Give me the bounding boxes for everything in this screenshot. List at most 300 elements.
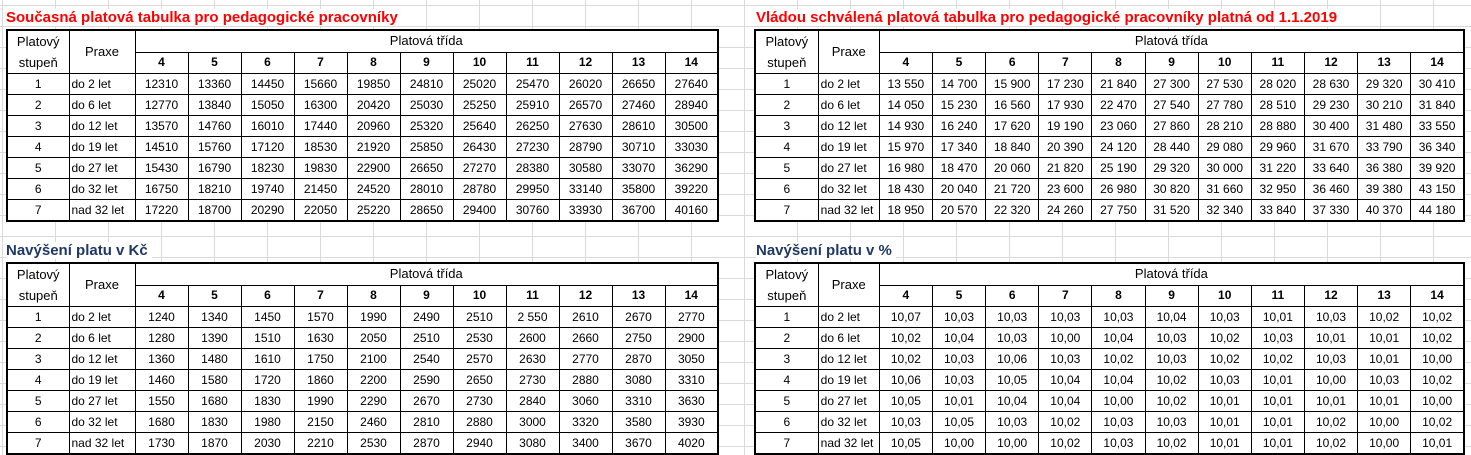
cell-value: 26570: [559, 95, 612, 116]
cell-value: 18530: [294, 137, 347, 158]
cell-value: 28 510: [1251, 95, 1304, 116]
cell-value: 10,05: [879, 433, 932, 455]
salary-table-current: [6, 29, 719, 222]
cell-value: 19740: [241, 179, 294, 200]
header-class-4: 4: [135, 285, 188, 307]
cell-stupen: 1: [7, 74, 69, 95]
cell-value: 28780: [453, 179, 506, 200]
cell-value: 10,01: [1411, 433, 1464, 455]
cell-value: 29 320: [1358, 74, 1411, 95]
cell-praxe: do 32 let: [818, 412, 879, 433]
cell-value: 10,02: [1411, 307, 1464, 328]
table-row: [7, 328, 718, 349]
cell-value: 21920: [347, 137, 400, 158]
cell-value: 2880: [453, 412, 506, 433]
cell-value: 17 620: [986, 116, 1039, 137]
cell-value: 10,01: [1251, 370, 1304, 391]
cell-value: 2600: [506, 328, 559, 349]
cell-value: 10,03: [1092, 412, 1145, 433]
table-row: [755, 307, 1464, 328]
cell-value: 2200: [347, 370, 400, 391]
cell-value: 30 210: [1358, 95, 1411, 116]
cell-value: 10,01: [1251, 391, 1304, 412]
cell-value: 37 330: [1304, 200, 1357, 222]
cell-value: 10,03: [1198, 307, 1251, 328]
cell-value: 27630: [559, 116, 612, 137]
cell-value: 1990: [294, 391, 347, 412]
cell-praxe: do 32 let: [69, 412, 135, 433]
cell-value: 2630: [506, 349, 559, 370]
cell-value: 2730: [453, 391, 506, 412]
cell-value: 13 550: [879, 74, 932, 95]
cell-value: 2530: [453, 328, 506, 349]
header-class-8: 8: [347, 285, 400, 307]
cell-value: 2940: [453, 433, 506, 455]
cell-value: 21 720: [986, 179, 1039, 200]
header-class-5: 5: [932, 52, 985, 74]
cell-value: 33 550: [1411, 116, 1464, 137]
cell-value: 15760: [188, 137, 241, 158]
cell-value: 19850: [347, 74, 400, 95]
cell-praxe: do 12 let: [69, 116, 135, 137]
cell-value: 10,01: [1358, 328, 1411, 349]
cell-value: 2660: [559, 328, 612, 349]
table-title-current: Současná platová tabulka pro pedagogické pracovníky: [6, 9, 402, 26]
header-class-12: 12: [559, 52, 612, 74]
table-row: [755, 95, 1464, 116]
cell-value: 1580: [188, 370, 241, 391]
cell-value: 10,01: [1198, 433, 1251, 455]
cell-value: 10,02: [1092, 349, 1145, 370]
cell-value: 17120: [241, 137, 294, 158]
cell-stupen: 6: [7, 179, 69, 200]
cell-value: 29950: [506, 179, 559, 200]
cell-stupen: 2: [7, 328, 69, 349]
cell-value: 36 380: [1358, 158, 1411, 179]
cell-value: 43 150: [1411, 179, 1464, 200]
cell-value: 28 880: [1251, 116, 1304, 137]
cell-value: 16 560: [986, 95, 1039, 116]
cell-value: 27 780: [1198, 95, 1251, 116]
cell-value: 1870: [188, 433, 241, 455]
cell-value: 10,05: [879, 391, 932, 412]
cell-value: 10,02: [1145, 433, 1198, 455]
cell-value: 21450: [294, 179, 347, 200]
cell-value: 27 540: [1145, 95, 1198, 116]
cell-value: 10,01: [1304, 328, 1357, 349]
cell-value: 35800: [612, 179, 665, 200]
cell-value: 10,02: [1411, 412, 1464, 433]
cell-value: 10,03: [932, 349, 985, 370]
table-row: [7, 412, 718, 433]
cell-stupen: 2: [755, 328, 818, 349]
cell-value: 10,00: [1411, 349, 1464, 370]
cell-value: 4020: [665, 433, 718, 455]
cell-value: 1720: [241, 370, 294, 391]
cell-value: 15660: [294, 74, 347, 95]
cell-praxe: nad 32 let: [818, 433, 879, 455]
header-class-7: 7: [1039, 52, 1092, 74]
header-class-6: 6: [986, 52, 1039, 74]
table-row: [7, 391, 718, 412]
cell-value: 10,03: [932, 307, 985, 328]
table-row: [755, 412, 1464, 433]
cell-value: 2900: [665, 328, 718, 349]
cell-stupen: 2: [7, 95, 69, 116]
cell-value: 19830: [294, 158, 347, 179]
table-row: [755, 200, 1464, 222]
cell-stupen: 6: [755, 412, 818, 433]
cell-value: 28380: [506, 158, 559, 179]
header-class-7: 7: [294, 285, 347, 307]
table-row: [755, 433, 1464, 455]
cell-value: 33 840: [1251, 200, 1304, 222]
cell-value: 25910: [506, 95, 559, 116]
header-platova-trida: Platová třída: [135, 263, 718, 285]
cell-value: 24810: [400, 74, 453, 95]
cell-value: 24 260: [1039, 200, 1092, 222]
table-row: [755, 370, 1464, 391]
table-row: [7, 116, 718, 137]
cell-value: 10,05: [932, 412, 985, 433]
cell-value: 2670: [400, 391, 453, 412]
cell-stupen: 5: [7, 158, 69, 179]
cell-value: 2490: [400, 307, 453, 328]
cell-value: 30 820: [1145, 179, 1198, 200]
cell-value: 2530: [347, 433, 400, 455]
cell-value: 10,02: [1039, 412, 1092, 433]
cell-value: 18700: [188, 200, 241, 222]
cell-praxe: do 27 let: [818, 158, 879, 179]
header-class-5: 5: [188, 285, 241, 307]
cell-value: 2650: [453, 370, 506, 391]
cell-value: 2460: [347, 412, 400, 433]
cell-value: 17 340: [932, 137, 985, 158]
cell-value: 14760: [188, 116, 241, 137]
cell-value: 2810: [400, 412, 453, 433]
cell-value: 27 750: [1092, 200, 1145, 222]
header-platova-trida: Platová třída: [879, 263, 1464, 285]
cell-value: 18230: [241, 158, 294, 179]
cell-value: 16 980: [879, 158, 932, 179]
cell-value: 2030: [241, 433, 294, 455]
cell-stupen: 1: [7, 307, 69, 328]
cell-value: 36 460: [1304, 179, 1357, 200]
salary-table-increase-czk: [6, 262, 719, 455]
cell-praxe: do 12 let: [69, 349, 135, 370]
cell-stupen: 1: [755, 307, 818, 328]
cell-value: 31 670: [1304, 137, 1357, 158]
cell-value: 10,04: [1092, 370, 1145, 391]
cell-value: 26650: [400, 158, 453, 179]
header-class-10: 10: [1198, 285, 1251, 307]
header-class-5: 5: [932, 285, 985, 307]
cell-praxe: do 12 let: [818, 349, 879, 370]
cell-value: 28 020: [1251, 74, 1304, 95]
cell-value: 12310: [135, 74, 188, 95]
cell-value: 1570: [294, 307, 347, 328]
cell-value: 1980: [241, 412, 294, 433]
cell-stupen: 3: [7, 116, 69, 137]
cell-value: 39220: [665, 179, 718, 200]
cell-value: 18 840: [986, 137, 1039, 158]
cell-value: 1240: [135, 307, 188, 328]
header-praxe: Praxe: [69, 263, 135, 307]
cell-value: 2210: [294, 433, 347, 455]
cell-praxe: do 2 let: [818, 307, 879, 328]
cell-value: 10,02: [1411, 328, 1464, 349]
cell-value: 20 570: [932, 200, 985, 222]
header-class-4: 4: [135, 52, 188, 74]
cell-value: 2870: [612, 349, 665, 370]
cell-value: 36 340: [1411, 137, 1464, 158]
cell-stupen: 4: [7, 370, 69, 391]
cell-value: 10,03: [1039, 307, 1092, 328]
header-class-10: 10: [453, 285, 506, 307]
cell-value: 25030: [400, 95, 453, 116]
cell-value: 20960: [347, 116, 400, 137]
header-class-14: 14: [665, 285, 718, 307]
cell-value: 29400: [453, 200, 506, 222]
table-row: [755, 137, 1464, 158]
header-class-9: 9: [400, 285, 453, 307]
cell-value: 27 300: [1145, 74, 1198, 95]
cell-value: 10,02: [1304, 433, 1357, 455]
cell-value: 30500: [665, 116, 718, 137]
cell-value: 21 820: [1039, 158, 1092, 179]
cell-stupen: 7: [7, 433, 69, 455]
cell-value: 10,04: [1145, 307, 1198, 328]
cell-value: 30760: [506, 200, 559, 222]
cell-value: 17440: [294, 116, 347, 137]
cell-value: 10,04: [1039, 370, 1092, 391]
cell-value: 2750: [612, 328, 665, 349]
cell-value: 25250: [453, 95, 506, 116]
header-class-14: 14: [665, 52, 718, 74]
header-class-4: 4: [879, 285, 932, 307]
cell-value: 30 400: [1304, 116, 1357, 137]
cell-value: 1830: [241, 391, 294, 412]
table-row: [7, 74, 718, 95]
cell-value: 10,03: [1039, 349, 1092, 370]
cell-value: 10,02: [1198, 349, 1251, 370]
cell-value: 16300: [294, 95, 347, 116]
cell-value: 40160: [665, 200, 718, 222]
cell-praxe: do 19 let: [69, 370, 135, 391]
header-class-6: 6: [986, 285, 1039, 307]
cell-value: 3310: [665, 370, 718, 391]
cell-value: 28790: [559, 137, 612, 158]
cell-praxe: do 6 let: [818, 95, 879, 116]
cell-value: 14 930: [879, 116, 932, 137]
cell-praxe: do 2 let: [69, 74, 135, 95]
cell-value: 2770: [665, 307, 718, 328]
table-row: [7, 95, 718, 116]
header-class-12: 12: [559, 285, 612, 307]
cell-stupen: 4: [7, 137, 69, 158]
cell-value: 28610: [612, 116, 665, 137]
cell-value: 28010: [400, 179, 453, 200]
header-class-14: 14: [1411, 285, 1464, 307]
cell-value: 27270: [453, 158, 506, 179]
cell-value: 22 320: [986, 200, 1039, 222]
cell-value: 27640: [665, 74, 718, 95]
header-class-13: 13: [612, 285, 665, 307]
cell-value: 33 640: [1304, 158, 1357, 179]
header-class-10: 10: [453, 52, 506, 74]
cell-value: 22 470: [1092, 95, 1145, 116]
cell-value: 1990: [347, 307, 400, 328]
cell-stupen: 6: [7, 412, 69, 433]
header-praxe: Praxe: [69, 30, 135, 74]
cell-value: 16 240: [932, 116, 985, 137]
cell-stupen: 1: [755, 74, 818, 95]
cell-value: 1450: [241, 307, 294, 328]
cell-praxe: do 6 let: [69, 328, 135, 349]
cell-value: 14 700: [932, 74, 985, 95]
cell-value: 27230: [506, 137, 559, 158]
cell-value: 10,01: [932, 391, 985, 412]
cell-value: 2 550: [506, 307, 559, 328]
cell-value: 20 390: [1039, 137, 1092, 158]
cell-value: 20290: [241, 200, 294, 222]
cell-value: 27 530: [1198, 74, 1251, 95]
cell-value: 25320: [400, 116, 453, 137]
cell-value: 29 230: [1304, 95, 1357, 116]
table-row: [755, 391, 1464, 412]
table-title-increase-pct: Navýšení platu v %: [756, 242, 896, 259]
cell-value: 18 950: [879, 200, 932, 222]
cell-value: 1360: [135, 349, 188, 370]
cell-value: 44 180: [1411, 200, 1464, 222]
header-platovy-stupen: Platový stupeň: [7, 30, 69, 74]
cell-value: 17 230: [1039, 74, 1092, 95]
cell-stupen: 5: [7, 391, 69, 412]
cell-value: 24 120: [1092, 137, 1145, 158]
cell-stupen: 4: [755, 137, 818, 158]
cell-value: 10,04: [1092, 328, 1145, 349]
cell-value: 10,02: [1411, 370, 1464, 391]
cell-value: 31 660: [1198, 179, 1251, 200]
cell-value: 10,03: [1304, 307, 1357, 328]
cell-value: 10,03: [1092, 433, 1145, 455]
cell-value: 15 970: [879, 137, 932, 158]
cell-value: 10,01: [1251, 307, 1304, 328]
cell-value: 10,01: [1251, 433, 1304, 455]
cell-stupen: 3: [7, 349, 69, 370]
cell-value: 2610: [559, 307, 612, 328]
cell-value: 14450: [241, 74, 294, 95]
header-class-9: 9: [1145, 52, 1198, 74]
cell-value: 31 840: [1411, 95, 1464, 116]
cell-value: 10,02: [1251, 349, 1304, 370]
table-row: [7, 200, 718, 222]
cell-value: 2510: [453, 307, 506, 328]
cell-value: 10,00: [1039, 328, 1092, 349]
cell-value: 14510: [135, 137, 188, 158]
cell-value: 16010: [241, 116, 294, 137]
cell-praxe: do 2 let: [69, 307, 135, 328]
cell-value: 31 220: [1251, 158, 1304, 179]
cell-praxe: do 6 let: [69, 95, 135, 116]
header-class-8: 8: [347, 52, 400, 74]
cell-value: 3060: [559, 391, 612, 412]
cell-value: 10,04: [1039, 391, 1092, 412]
cell-value: 2150: [294, 412, 347, 433]
cell-value: 10,03: [1304, 349, 1357, 370]
cell-value: 1510: [241, 328, 294, 349]
cell-value: 28650: [400, 200, 453, 222]
cell-praxe: nad 32 let: [69, 433, 135, 455]
cell-value: 10,01: [1251, 412, 1304, 433]
header-class-6: 6: [241, 285, 294, 307]
cell-value: 10,03: [1145, 412, 1198, 433]
cell-value: 10,00: [1304, 370, 1357, 391]
cell-value: 23 600: [1039, 179, 1092, 200]
cell-value: 10,03: [1145, 328, 1198, 349]
cell-praxe: do 27 let: [69, 391, 135, 412]
cell-value: 31 480: [1358, 116, 1411, 137]
cell-value: 3000: [506, 412, 559, 433]
cell-value: 10,03: [879, 412, 932, 433]
cell-value: 10,00: [932, 433, 985, 455]
cell-value: 10,01: [1198, 391, 1251, 412]
cell-praxe: nad 32 let: [818, 200, 879, 222]
header-platovy-stupen: Platový stupeň: [755, 30, 818, 74]
cell-value: 10,01: [1358, 391, 1411, 412]
cell-praxe: do 32 let: [69, 179, 135, 200]
cell-stupen: 6: [755, 179, 818, 200]
header-class-12: 12: [1304, 285, 1357, 307]
cell-value: 10,06: [879, 370, 932, 391]
cell-value: 2840: [506, 391, 559, 412]
cell-praxe: do 19 let: [818, 137, 879, 158]
cell-praxe: do 12 let: [818, 116, 879, 137]
cell-value: 1680: [135, 412, 188, 433]
cell-value: 3050: [665, 349, 718, 370]
header-class-10: 10: [1198, 52, 1251, 74]
cell-value: 29 960: [1251, 137, 1304, 158]
cell-value: 2570: [453, 349, 506, 370]
cell-value: 10,00: [986, 433, 1039, 455]
cell-value: 1480: [188, 349, 241, 370]
cell-value: 3080: [506, 433, 559, 455]
cell-stupen: 2: [755, 95, 818, 116]
table-row: [755, 179, 1464, 200]
cell-value: 10,00: [1092, 391, 1145, 412]
table-row: [7, 307, 718, 328]
cell-value: 10,03: [932, 370, 985, 391]
cell-stupen: 5: [755, 391, 818, 412]
cell-value: 20 060: [986, 158, 1039, 179]
cell-value: 10,02: [1198, 328, 1251, 349]
cell-value: 36290: [665, 158, 718, 179]
cell-value: 28 440: [1145, 137, 1198, 158]
header-platova-trida: Platová třída: [135, 30, 718, 52]
cell-value: 13570: [135, 116, 188, 137]
header-platova-trida: Platová třída: [879, 30, 1464, 52]
cell-praxe: do 32 let: [818, 179, 879, 200]
table-row: [755, 74, 1464, 95]
header-class-13: 13: [1358, 285, 1411, 307]
header-class-9: 9: [1145, 285, 1198, 307]
cell-value: 1680: [188, 391, 241, 412]
salary-table-approved: [754, 29, 1465, 222]
cell-value: 29 080: [1198, 137, 1251, 158]
cell-value: 15 900: [986, 74, 1039, 95]
cell-value: 26 980: [1092, 179, 1145, 200]
cell-value: 2670: [612, 307, 665, 328]
